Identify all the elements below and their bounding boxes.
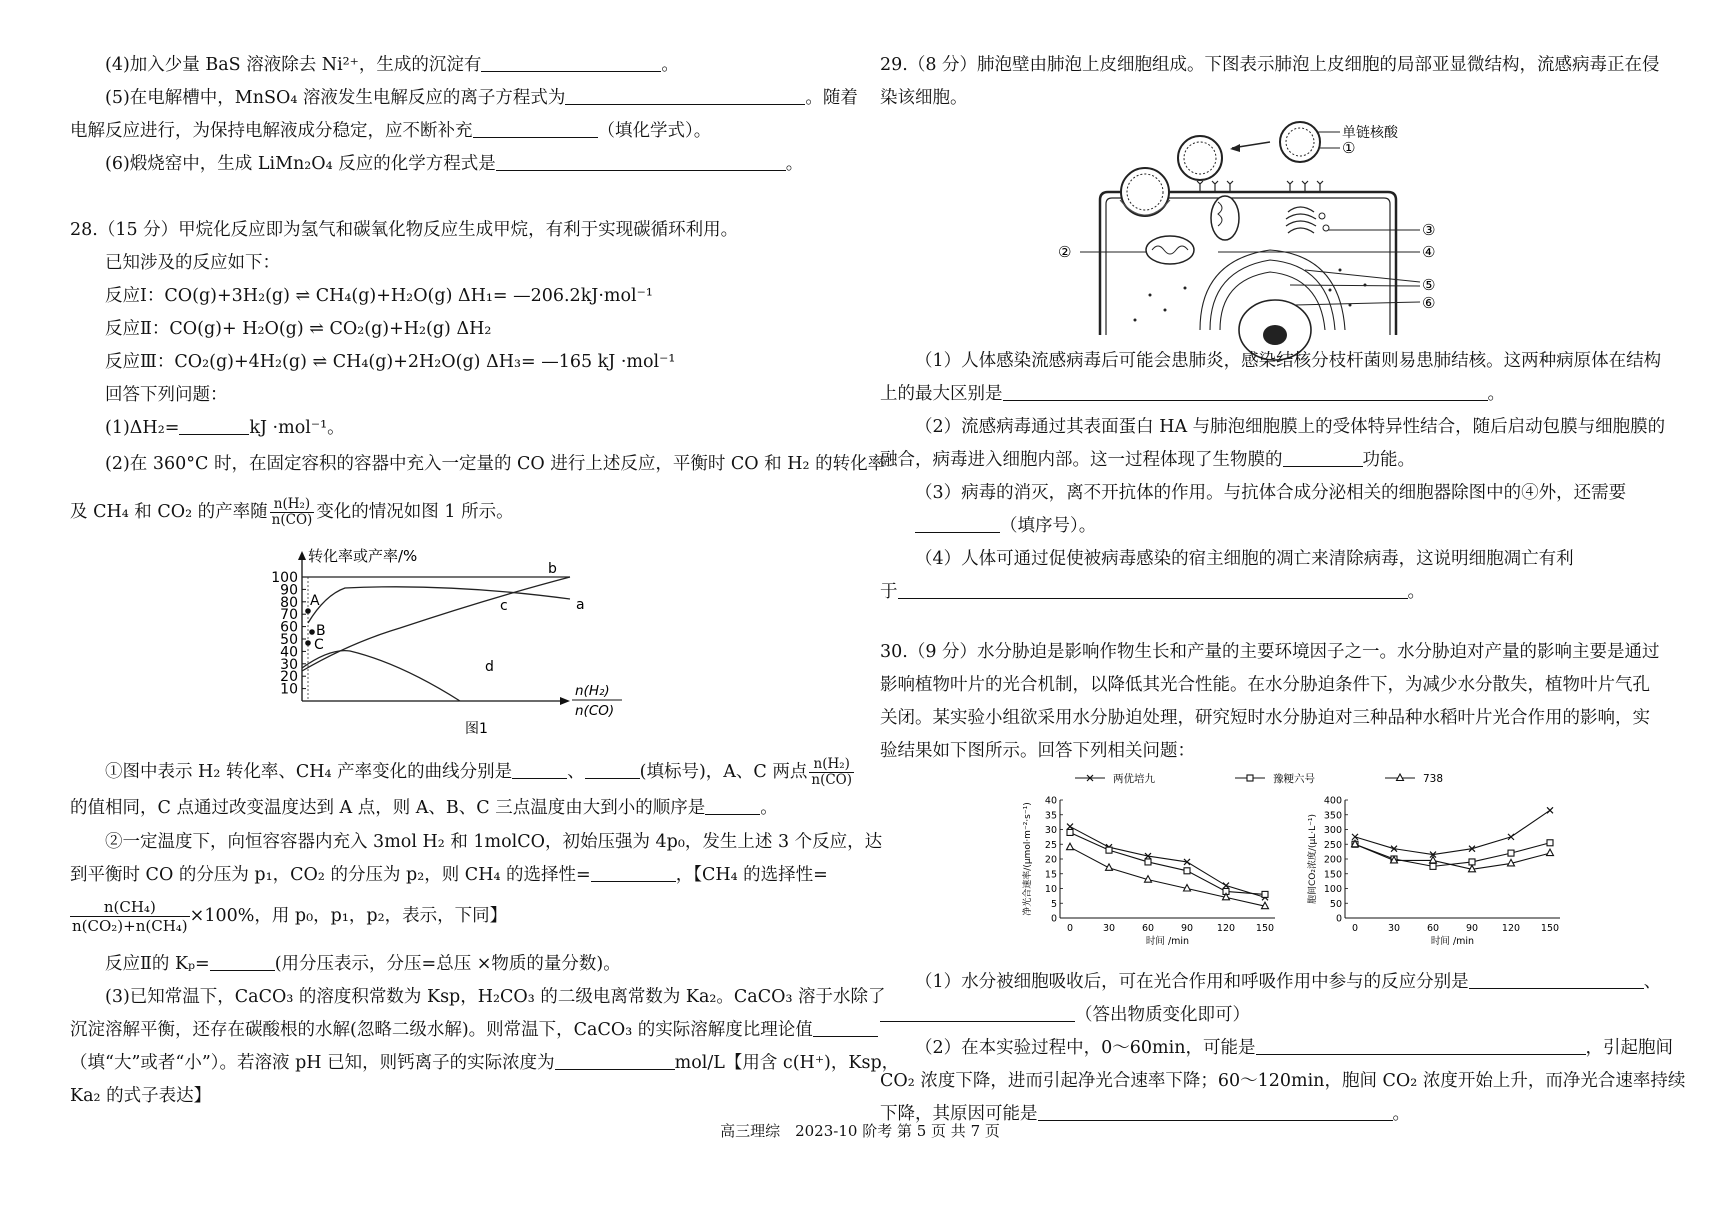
answer-blank[interactable] (1038, 1102, 1393, 1121)
q30-title-3: 关闭。某实验小组欲采用水分胁迫处理，研究短时水分胁迫对三种品种水稻叶片光合作用的影响，实 (880, 708, 1650, 728)
x-axis-label: 时间 /min (1145, 936, 1190, 947)
point-A (305, 608, 311, 614)
answer-blank[interactable] (705, 796, 760, 815)
fig1-ylabel: 转化率或产率/% (308, 547, 418, 565)
x-tick-label: 90 (1180, 923, 1194, 934)
answer-blank[interactable] (565, 86, 805, 105)
answer-blank[interactable] (481, 53, 661, 72)
y-tick-label: 25 (1044, 839, 1057, 851)
cell-diagram (1058, 120, 1450, 340)
data-point (1469, 859, 1475, 865)
net-photosynthesis-chart (1021, 796, 1275, 948)
q28-2-sub2: ②一定温度下，向恒容容器内充入 3mol H₂ 和 1molCO，初始压强为 4p₀，发生上述 3 个反应，达 (105, 832, 883, 852)
data-point (1262, 891, 1268, 897)
x-tick-label: 90 (1465, 923, 1479, 934)
q30-title-2: 影响植物叶片的光合机制，以降低其光合性能。在水分胁迫条件下，为减少水分散失，植物叶片气孔 (880, 675, 1650, 695)
answer-blank[interactable] (496, 152, 786, 171)
q28-2-cont: 及 CH₄ 和 CO₂ 的产率随 $\frac{\text{n(H₂)}}{n(CO)}$ 变化的情况如图 1 所示。 (70, 496, 514, 528)
fig1-tick-label: 50 (280, 632, 298, 648)
point-B (309, 629, 315, 635)
svg-text:单链核酸: 单链核酸 (1342, 125, 1398, 141)
data-point (1547, 849, 1554, 856)
x-tick-label: 60 (1141, 923, 1155, 934)
y-tick-label: 100 (1323, 884, 1342, 895)
answer-blank[interactable] (898, 580, 1408, 599)
q28-3: (3)已知常温下，CaCO₃ 的溶度积常数为 Ksp，H₂CO₃ 的二级电离常数为 Ka₂。CaCO₃ 溶于水除了 (105, 987, 886, 1007)
y-tick-label: 200 (1323, 854, 1342, 866)
fig1-tick-label: 90 (280, 582, 298, 599)
svg-text:⑥: ⑥ (1422, 294, 1436, 312)
q28-1: (1)ΔH₂= kJ ·mol⁻¹。 (105, 418, 345, 438)
y-tick-label: 5 (1050, 898, 1057, 910)
y-tick-label: 0 (1050, 913, 1057, 925)
x-tick-label: 30 (1102, 923, 1116, 934)
fig1-tick-label: 40 (280, 644, 298, 661)
q28-3-cont: 沉淀溶解平衡，还存在碳酸根的水解(忽略二级水解)。则常温下，CaCO₃ 的实际溶解度比理论值 (70, 1018, 878, 1042)
data-point (1067, 843, 1074, 850)
data-point (1106, 847, 1112, 853)
selectivity-formula: $\frac{\text{n(CH₄)}}{\text{n(CO₂)+n(CH₄)}}$ ×100%，用 p₀，p₁，p₂，表示，下同】 (72, 898, 508, 935)
svg-text:c: c (500, 598, 508, 614)
q28-3-cont2: （填“大”或者“小”）。若溶液 pH 已知，则钙离子的实际浓度为 mol/L【用含 c(H⁺)，Ksp， (70, 1053, 900, 1073)
figure-1 (270, 543, 640, 738)
q29-4: （4）人体可通过促使被病毒感染的宿主细胞的凋亡来清除病毒，这说明细胞凋亡有利 (915, 549, 1574, 569)
q30-1-cont: （答出物质变化即可） (880, 1003, 1250, 1027)
q30-title: 30.（9 分）水分胁迫是影响作物生长和产量的主要环境因子之一。水分胁迫对产量的影响主要是通过 (880, 642, 1660, 662)
q28-2-sub1: ①图中表示 H₂ 转化率、CH₄ 产率变化的曲线分别是 、 (填标号)，A、C 两点 $\frac{\text{n(H₂)}}{n(CO)}$ (105, 756, 853, 788)
svg-text:②: ② (1058, 243, 1072, 261)
legend-label: 738 (1423, 773, 1444, 785)
q27-6: (6)煅烧窑中，生成 LiMn₂O₄ 反应的化学方程式是 。 (105, 154, 804, 174)
series-line (1355, 844, 1550, 869)
q29-2: （2）流感病毒通过其表面蛋白 HA 与肺泡细胞膜上的受体特异性结合，随后启动包膜与细胞膜的 (915, 417, 1666, 437)
data-point (1067, 829, 1073, 835)
svg-text:n(CO): n(CO) (575, 703, 615, 719)
x-tick-label: 120 (1501, 923, 1521, 934)
data-point (1547, 840, 1553, 846)
x-tick-label: 120 (1216, 923, 1236, 934)
ratio-fraction: $\frac{\text{n(H₂)}}{n(CO)}$ (271, 496, 313, 528)
answer-blank[interactable] (1003, 382, 1488, 401)
q28-2: (2)在 360°C 时，在固定容积的容器中充入一定量的 CO 进行上述反应，平衡时 CO 和 H₂ 的转化率 (105, 454, 886, 474)
page-footer: 高三理综 2023-10 阶考 第 5 页 共 7 页 (720, 1122, 1000, 1140)
q27-5-cont: 电解反应进行，为保持电解液成分稳定，应不断补充 （填化学式）。 (70, 121, 712, 141)
answer-blank[interactable] (915, 514, 1000, 533)
q29-title-cont: 染该细胞。 (880, 88, 968, 108)
fig1-tick-label: 20 (280, 669, 298, 686)
y-tick-label: 250 (1323, 839, 1342, 851)
curve-a (308, 587, 570, 623)
answer-blank[interactable] (591, 863, 676, 882)
svg-text:C: C (314, 637, 324, 653)
data-point (1397, 774, 1404, 781)
reaction-3: 反应Ⅲ：CO₂(g)+4H₂(g) ⇌ CH₄(g)+2H₂O(g) ΔH₃= —165 kJ ·mol⁻¹ (105, 352, 676, 372)
data-point (1223, 883, 1229, 889)
x-axis-label: 时间 /min (1430, 936, 1475, 947)
data-point (1247, 775, 1253, 781)
q28-known: 已知涉及的反应如下： (105, 253, 280, 273)
y-tick-label: 400 (1323, 795, 1342, 807)
q27-5: (5)在电解槽中，MnSO₄ 溶液发生电解反应的离子方程式为 。随着 (105, 88, 858, 108)
svg-text:A: A (310, 593, 320, 609)
q30-2: （2）在本实验过程中，0～60min，可能是 ，引起胞间 (915, 1038, 1673, 1058)
q29-3: （3）病毒的消灭，离不开抗体的作用。与抗体合成分泌相关的细胞器除图中的④外，还需要 (915, 483, 1627, 503)
svg-text:图1: 图1 (465, 721, 488, 737)
x-tick-label: 30 (1387, 923, 1401, 934)
q28-title: 28.（15 分）甲烷化反应即为氢气和碳氧化物反应生成甲烷，有利于实现碳循环利用。 (70, 220, 739, 240)
y-tick-label: 0 (1335, 913, 1342, 925)
y-tick-label: 150 (1323, 869, 1342, 881)
fig1-tick-label: 60 (280, 619, 298, 636)
q28-2-kp: 反应Ⅱ的 Kₚ= (用分压表示，分压=总压 ×物质的量分数)。 (105, 954, 621, 974)
y-axis-label: 净光合速率/(μmol·m⁻²·s⁻¹) (1023, 802, 1033, 916)
svg-text:③: ③ (1422, 221, 1436, 239)
series-line (1070, 827, 1265, 898)
y-tick-label: 300 (1323, 825, 1342, 836)
svg-text:a: a (576, 597, 585, 613)
q29-1: （1）人体感染流感病毒后可能会患肺炎，感染结核分枝杆菌则易患肺结核。这两种病原体在结构 (915, 351, 1662, 371)
q29-4-cont: 于 。 (880, 582, 1425, 602)
svg-text:b: b (548, 561, 557, 577)
q30-2-cont2: 下降，其原因可能是 。 (880, 1104, 1410, 1124)
answer-blank[interactable] (813, 1018, 878, 1037)
answer-blank[interactable] (880, 1003, 1075, 1022)
fig1-tick-label: 10 (280, 681, 298, 698)
svg-text:⑤: ⑤ (1422, 276, 1436, 294)
answer-blank[interactable] (512, 760, 567, 779)
q27-4: (4)加入少量 BaS 溶液除去 Ni²⁺，生成的沉淀有 。 (105, 55, 679, 75)
q28-3-cont3: Ka₂ 的式子表达】 (70, 1086, 212, 1106)
answer-blank[interactable] (210, 952, 275, 971)
legend-label: 两优培九 (1113, 773, 1155, 785)
y-tick-label: 40 (1044, 795, 1057, 807)
answer-blank[interactable] (473, 119, 598, 138)
answer-blank[interactable] (1469, 970, 1644, 989)
x-tick-label: 0 (1351, 923, 1359, 934)
series-line (1070, 847, 1265, 906)
q28-2-sub1-cont: 的值相同，C 点通过改变温度达到 A 点，则 A、B、C 三点温度由大到小的顺序是 。 (70, 798, 778, 818)
data-point (1184, 868, 1190, 874)
answer-blank[interactable] (1283, 448, 1363, 467)
q29-1-cont: 上的最大区别是 。 (880, 384, 1505, 404)
answer-blank[interactable] (555, 1051, 675, 1070)
answer-prompt: 回答下列问题： (105, 385, 228, 405)
reaction-1: 反应Ⅰ：CO(g)+3H₂(g) ⇌ CH₄(g)+H₂O(g) ΔH₁= —206.2kJ·mol⁻¹ (105, 286, 653, 306)
y-tick-label: 350 (1323, 810, 1342, 822)
y-axis-label: 胞间CO₂浓度/(μL·L⁻¹) (1308, 813, 1318, 905)
svg-text:B: B (316, 623, 326, 639)
svg-text:n(H₂): n(H₂) (575, 683, 610, 699)
x-tick-label: 150 (1255, 923, 1275, 934)
y-tick-label: 35 (1044, 810, 1057, 822)
y-tick-label: 15 (1044, 869, 1057, 881)
x-tick-label: 0 (1066, 923, 1074, 934)
legend-label: 豫粳六号 (1273, 773, 1315, 785)
q30-charts (1015, 770, 1575, 950)
chart-legend (1075, 772, 1443, 785)
data-point (1352, 834, 1358, 840)
q28-2-sub2-cont: 到平衡时 CO 的分压为 p₁，CO₂ 的分压为 p₂，则 CH₄ 的选择性= ，【CH₄ 的选择性= (70, 865, 828, 885)
point-C (305, 640, 311, 646)
fig1-tick-label: 80 (280, 594, 298, 611)
fig1-tick-label: 70 (280, 607, 298, 624)
y-tick-label: 30 (1044, 825, 1057, 836)
fig1-y-ticks (271, 570, 306, 698)
answer-blank[interactable] (1256, 1036, 1586, 1055)
reaction-2: 反应Ⅱ：CO(g)+ H₂O(g) ⇌ CO₂(g)+H₂(g) ΔH₂ (105, 319, 492, 339)
q30-1: （1）水分被细胞吸收后，可在光合作用和呼吸作用中参与的反应分别是 、 (915, 972, 1662, 992)
q29-2-cont: 融合，病毒进入细胞内部。这一过程体现了生物膜的 功能。 (880, 450, 1415, 470)
x-tick-label: 150 (1540, 923, 1560, 934)
curve-c (302, 577, 570, 671)
svg-text:①: ① (1342, 139, 1356, 157)
svg-text:④: ④ (1422, 243, 1436, 261)
data-point (1430, 863, 1436, 869)
data-point (1547, 807, 1553, 813)
data-point (1145, 859, 1151, 865)
intercellular-co2-chart (1306, 796, 1560, 948)
series-line (1355, 810, 1550, 854)
answer-blank[interactable] (585, 760, 640, 779)
svg-text:d: d (485, 659, 494, 675)
q29-title: 29.（8 分）肺泡壁由肺泡上皮细胞组成。下图表示肺泡上皮细胞的局部亚显微结构，流感病毒正在侵 (880, 55, 1660, 75)
series-line (1355, 843, 1550, 867)
q29-3-cont: （填序号）。 (915, 514, 1096, 538)
fig1-tick-label: 100 (271, 570, 298, 586)
y-tick-label: 20 (1044, 854, 1057, 866)
answer-blank[interactable] (179, 416, 249, 435)
q30-2-cont: CO₂ 浓度下降，进而引起净光合速率下降；60～120min，胞间 CO₂ 浓度开始上升，而净光合速率持续 (880, 1071, 1686, 1091)
x-tick-label: 60 (1426, 923, 1440, 934)
data-point (1067, 824, 1073, 830)
y-tick-label: 50 (1329, 898, 1342, 910)
data-point (1508, 850, 1514, 856)
y-tick-label: 10 (1044, 884, 1057, 895)
fig1-tick-label: 30 (280, 656, 298, 673)
q30-title-4: 验结果如下图所示。回答下列相关问题： (880, 741, 1195, 761)
data-point (1508, 834, 1514, 840)
